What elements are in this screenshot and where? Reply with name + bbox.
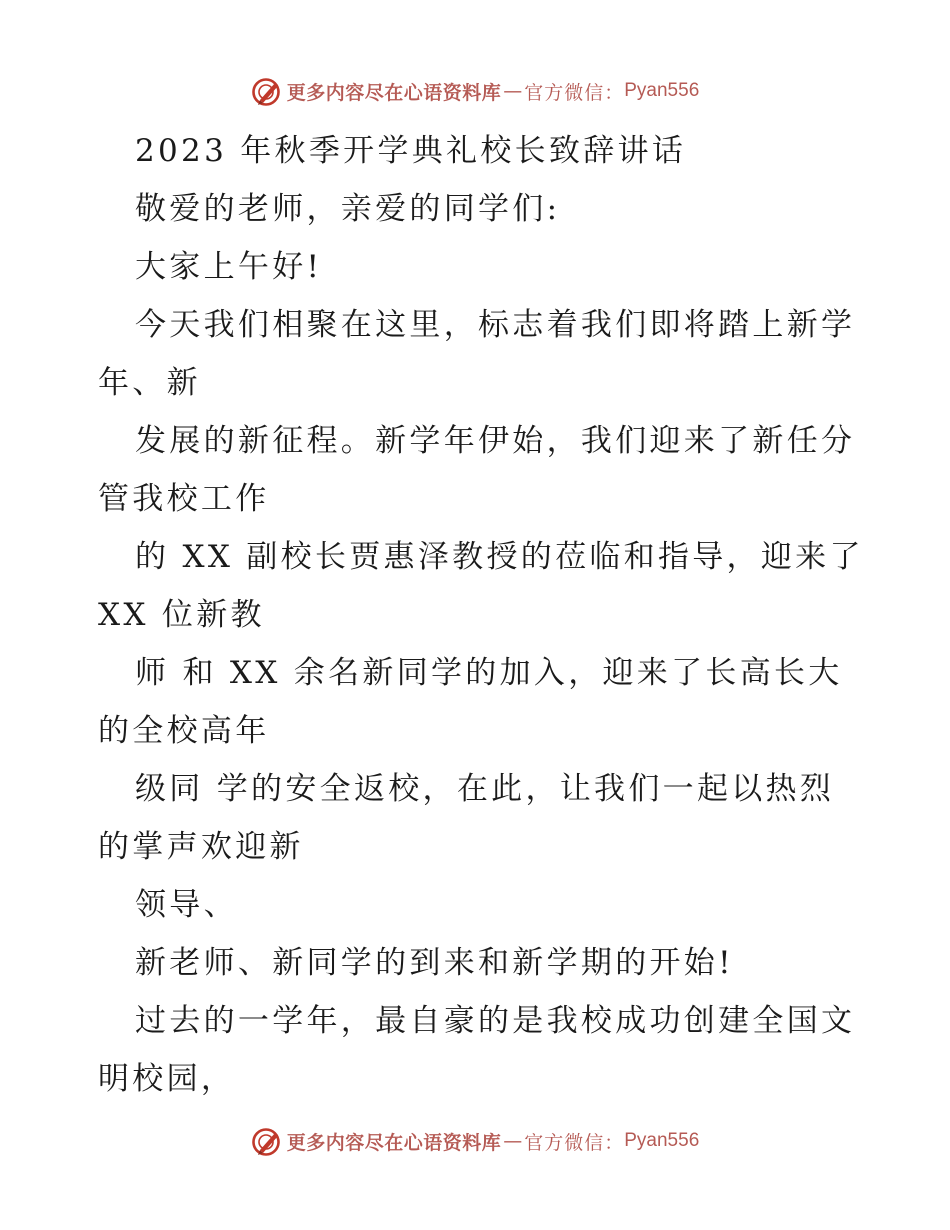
header-banner (0, 74, 950, 108)
paragraph-line: XX 位新教 (98, 597, 265, 633)
banner-site-text: 更多内容尽在心语资料库 (286, 81, 502, 104)
pen-logo-icon (251, 77, 283, 107)
paragraph-line: 新老师、新同学的到来和新学期的开始! (135, 945, 734, 981)
paragraph-line: 明校园， (98, 1061, 236, 1097)
paragraph-line: 师 和 XX 余名新同学的加入，迎来了长高长大 (135, 655, 843, 691)
paragraph-line: 的 XX 副校长贾惠泽教授的莅临和指导，迎来了 (135, 539, 864, 575)
paragraph-line: 年、新 (98, 365, 201, 401)
footer-banner (0, 1124, 950, 1158)
paragraph-line: 过去的一学年，最自豪的是我校成功创建全国文 (135, 1003, 856, 1039)
document-title: 2023 年秋季开学典礼校长致辞讲话 (135, 133, 687, 169)
salutation: 敬爱的老师，亲爱的同学们: (135, 191, 561, 227)
banner-dash: — (503, 80, 523, 102)
paragraph-line: 的全校高年 (98, 713, 270, 749)
paragraph-line: 发展的新征程。新学年伊始，我们迎来了新任分 (135, 423, 856, 459)
paragraph-line: 领导、 (135, 887, 238, 923)
banner-site-text: 更多内容尽在心语资料库 (286, 1131, 502, 1154)
banner-wechat-id: Pyan556 (624, 1130, 700, 1151)
paragraph-line: 的掌声欢迎新 (98, 829, 304, 865)
document-body (98, 122, 864, 1108)
paragraph-line: 今天我们相聚在这里，标志着我们即将踏上新学 (135, 307, 856, 343)
banner-wechat-label: 官方微信： (524, 1131, 625, 1154)
banner-wechat-id: Pyan556 (624, 80, 700, 101)
pen-logo-icon (251, 1127, 283, 1157)
paragraph-line: 级同 学的安全返校，在此，让我们一起以热烈 (135, 771, 835, 807)
banner-dash: — (503, 1130, 523, 1152)
greeting: 大家上午好! (135, 249, 323, 285)
banner-wechat-label: 官方微信： (524, 81, 625, 104)
paragraph-line: 管我校工作 (98, 481, 270, 517)
